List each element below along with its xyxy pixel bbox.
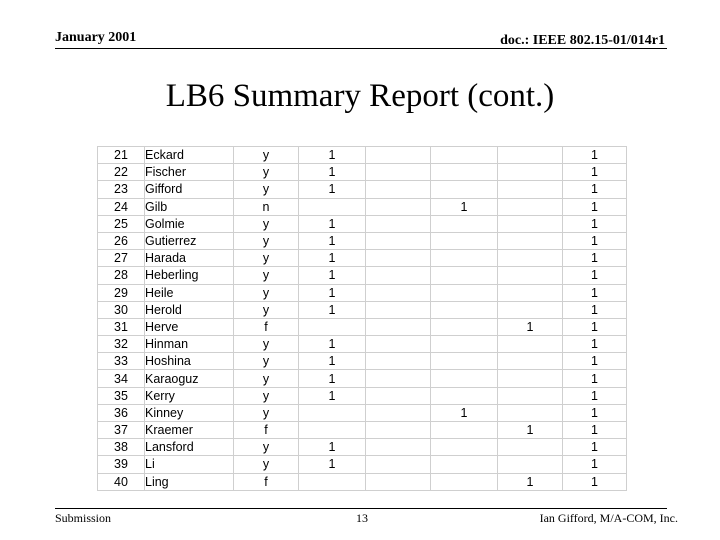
col-a-cell: 1 xyxy=(299,370,366,387)
slide-title: LB6 Summary Report (cont.) xyxy=(165,78,555,114)
voter-name-cell: Herold xyxy=(145,301,234,318)
vote-cell: y xyxy=(234,353,299,370)
table-row xyxy=(98,370,627,387)
table-row xyxy=(98,456,627,473)
col-b-cell xyxy=(366,164,431,181)
col-c-cell xyxy=(431,422,498,439)
table-row xyxy=(98,318,627,335)
col-c-cell xyxy=(431,456,498,473)
col-d-cell xyxy=(498,301,563,318)
col-a-cell: 1 xyxy=(299,147,366,164)
col-b-cell xyxy=(366,439,431,456)
col-d-cell xyxy=(498,198,563,215)
vote-cell: y xyxy=(234,456,299,473)
col-d-cell xyxy=(498,284,563,301)
col-c-cell xyxy=(431,318,498,335)
voter-name-cell: Li xyxy=(145,456,234,473)
table-row xyxy=(98,164,627,181)
footer-rule xyxy=(55,508,667,509)
voter-name-cell: Fischer xyxy=(145,164,234,181)
col-total-cell: 1 xyxy=(563,404,627,421)
footer-submission: Submission xyxy=(55,511,112,525)
voter-name-cell: Hinman xyxy=(145,336,234,353)
col-b-cell xyxy=(366,301,431,318)
vote-cell: y xyxy=(234,301,299,318)
voter-name-cell: Herve xyxy=(145,318,234,335)
voter-number-cell: 39 xyxy=(98,456,145,473)
voter-number-cell: 33 xyxy=(98,353,145,370)
col-c-cell xyxy=(431,164,498,181)
col-c-cell xyxy=(431,370,498,387)
col-total-cell: 1 xyxy=(563,439,627,456)
col-d-cell xyxy=(498,267,563,284)
table-row xyxy=(98,473,627,490)
vote-cell: f xyxy=(234,422,299,439)
voter-name-cell: Gilb xyxy=(145,198,234,215)
col-c-cell: 1 xyxy=(431,198,498,215)
header-date: January 2001 xyxy=(55,30,137,45)
col-d-cell xyxy=(498,353,563,370)
table-row xyxy=(98,198,627,215)
voter-name-cell: Lansford xyxy=(145,439,234,456)
vote-cell: y xyxy=(234,267,299,284)
voter-number-cell: 37 xyxy=(98,422,145,439)
col-total-cell: 1 xyxy=(563,473,627,490)
vote-cell: y xyxy=(234,387,299,404)
col-b-cell xyxy=(366,318,431,335)
voter-name-cell: Kraemer xyxy=(145,422,234,439)
col-c-cell xyxy=(431,336,498,353)
table-row xyxy=(98,387,627,404)
col-c-cell xyxy=(431,301,498,318)
col-a-cell: 1 xyxy=(299,387,366,404)
voter-number-cell: 34 xyxy=(98,370,145,387)
col-total-cell: 1 xyxy=(563,370,627,387)
col-c-cell xyxy=(431,147,498,164)
col-b-cell xyxy=(366,370,431,387)
table-row xyxy=(98,267,627,284)
table-row xyxy=(98,215,627,232)
col-b-cell xyxy=(366,336,431,353)
voter-name-cell: Eckard xyxy=(145,147,234,164)
col-d-cell xyxy=(498,147,563,164)
voter-number-cell: 40 xyxy=(98,473,145,490)
table-row xyxy=(98,301,627,318)
voter-number-cell: 32 xyxy=(98,336,145,353)
col-total-cell: 1 xyxy=(563,215,627,232)
col-c-cell xyxy=(431,473,498,490)
col-total-cell: 1 xyxy=(563,164,627,181)
col-a-cell: 1 xyxy=(299,284,366,301)
table-row xyxy=(98,439,627,456)
vote-cell: n xyxy=(234,198,299,215)
col-c-cell xyxy=(431,267,498,284)
col-a-cell xyxy=(299,422,366,439)
col-total-cell: 1 xyxy=(563,318,627,335)
col-total-cell: 1 xyxy=(563,284,627,301)
voter-name-cell: Gutierrez xyxy=(145,232,234,249)
col-total-cell: 1 xyxy=(563,250,627,267)
col-c-cell: 1 xyxy=(431,404,498,421)
col-d-cell xyxy=(498,164,563,181)
voter-name-cell: Ling xyxy=(145,473,234,490)
voter-number-cell: 23 xyxy=(98,181,145,198)
col-a-cell: 1 xyxy=(299,215,366,232)
table-row xyxy=(98,284,627,301)
col-a-cell: 1 xyxy=(299,181,366,198)
voter-number-cell: 22 xyxy=(98,164,145,181)
col-c-cell xyxy=(431,353,498,370)
col-a-cell: 1 xyxy=(299,336,366,353)
col-a-cell: 1 xyxy=(299,267,366,284)
voter-name-cell: Hoshina xyxy=(145,353,234,370)
col-c-cell xyxy=(431,439,498,456)
voter-number-cell: 21 xyxy=(98,147,145,164)
col-d-cell xyxy=(498,404,563,421)
col-a-cell: 1 xyxy=(299,439,366,456)
col-b-cell xyxy=(366,456,431,473)
col-a-cell xyxy=(299,404,366,421)
col-total-cell: 1 xyxy=(563,181,627,198)
col-d-cell: 1 xyxy=(498,318,563,335)
col-b-cell xyxy=(366,387,431,404)
col-d-cell xyxy=(498,387,563,404)
col-d-cell xyxy=(498,336,563,353)
voter-name-cell: Karaoguz xyxy=(145,370,234,387)
vote-cell: y xyxy=(234,232,299,249)
col-a-cell: 1 xyxy=(299,301,366,318)
col-a-cell xyxy=(299,198,366,215)
col-a-cell: 1 xyxy=(299,353,366,370)
col-d-cell xyxy=(498,232,563,249)
voter-number-cell: 24 xyxy=(98,198,145,215)
col-b-cell xyxy=(366,198,431,215)
table-row xyxy=(98,404,627,421)
vote-cell: f xyxy=(234,473,299,490)
col-total-cell: 1 xyxy=(563,336,627,353)
ballot-table-body xyxy=(98,147,627,491)
col-d-cell xyxy=(498,439,563,456)
col-c-cell xyxy=(431,232,498,249)
col-a-cell: 1 xyxy=(299,456,366,473)
col-d-cell: 1 xyxy=(498,473,563,490)
col-d-cell: 1 xyxy=(498,422,563,439)
voter-number-cell: 25 xyxy=(98,215,145,232)
col-a-cell: 1 xyxy=(299,164,366,181)
header-doc-id: doc.: IEEE 802.15-01/014r1 xyxy=(500,33,665,48)
table-row xyxy=(98,147,627,164)
col-b-cell xyxy=(366,267,431,284)
voter-name-cell: Heile xyxy=(145,284,234,301)
col-total-cell: 1 xyxy=(563,267,627,284)
vote-cell: y xyxy=(234,284,299,301)
footer-page-number: 13 xyxy=(356,511,368,525)
vote-cell: y xyxy=(234,164,299,181)
col-total-cell: 1 xyxy=(563,456,627,473)
vote-cell: y xyxy=(234,181,299,198)
vote-cell: y xyxy=(234,215,299,232)
vote-cell: y xyxy=(234,250,299,267)
vote-cell: y xyxy=(234,370,299,387)
voter-number-cell: 30 xyxy=(98,301,145,318)
vote-cell: y xyxy=(234,147,299,164)
table-row xyxy=(98,336,627,353)
table-row xyxy=(98,250,627,267)
col-total-cell: 1 xyxy=(563,198,627,215)
col-b-cell xyxy=(366,215,431,232)
col-total-cell: 1 xyxy=(563,232,627,249)
vote-cell: y xyxy=(234,336,299,353)
voter-name-cell: Kerry xyxy=(145,387,234,404)
col-b-cell xyxy=(366,232,431,249)
table-row xyxy=(98,181,627,198)
ballot-table xyxy=(97,146,627,491)
col-c-cell xyxy=(431,181,498,198)
col-d-cell xyxy=(498,456,563,473)
col-total-cell: 1 xyxy=(563,353,627,370)
col-b-cell xyxy=(366,250,431,267)
voter-name-cell: Harada xyxy=(145,250,234,267)
vote-cell: y xyxy=(234,404,299,421)
col-b-cell xyxy=(366,147,431,164)
col-total-cell: 1 xyxy=(563,387,627,404)
col-c-cell xyxy=(431,387,498,404)
col-d-cell xyxy=(498,181,563,198)
col-d-cell xyxy=(498,215,563,232)
voter-number-cell: 27 xyxy=(98,250,145,267)
col-d-cell xyxy=(498,250,563,267)
col-b-cell xyxy=(366,181,431,198)
col-c-cell xyxy=(431,215,498,232)
col-a-cell xyxy=(299,318,366,335)
voter-number-cell: 31 xyxy=(98,318,145,335)
col-a-cell: 1 xyxy=(299,232,366,249)
col-b-cell xyxy=(366,284,431,301)
col-a-cell xyxy=(299,473,366,490)
vote-cell: f xyxy=(234,318,299,335)
col-c-cell xyxy=(431,250,498,267)
col-c-cell xyxy=(431,284,498,301)
footer-author: Ian Gifford, M/A-COM, Inc. xyxy=(539,511,678,525)
voter-name-cell: Heberling xyxy=(145,267,234,284)
table-row xyxy=(98,422,627,439)
voter-number-cell: 28 xyxy=(98,267,145,284)
table-row xyxy=(98,353,627,370)
vote-cell: y xyxy=(234,439,299,456)
voter-number-cell: 35 xyxy=(98,387,145,404)
voter-number-cell: 38 xyxy=(98,439,145,456)
col-d-cell xyxy=(498,370,563,387)
table-row xyxy=(98,232,627,249)
col-total-cell: 1 xyxy=(563,147,627,164)
col-b-cell xyxy=(366,353,431,370)
col-a-cell: 1 xyxy=(299,250,366,267)
voter-number-cell: 36 xyxy=(98,404,145,421)
col-b-cell xyxy=(366,473,431,490)
col-b-cell xyxy=(366,422,431,439)
voter-name-cell: Kinney xyxy=(145,404,234,421)
voter-name-cell: Golmie xyxy=(145,215,234,232)
col-b-cell xyxy=(366,404,431,421)
header-rule xyxy=(55,48,667,49)
col-total-cell: 1 xyxy=(563,301,627,318)
col-total-cell: 1 xyxy=(563,422,627,439)
ballot-table-wrapper xyxy=(97,146,627,491)
voter-name-cell: Gifford xyxy=(145,181,234,198)
voter-number-cell: 26 xyxy=(98,232,145,249)
voter-number-cell: 29 xyxy=(98,284,145,301)
